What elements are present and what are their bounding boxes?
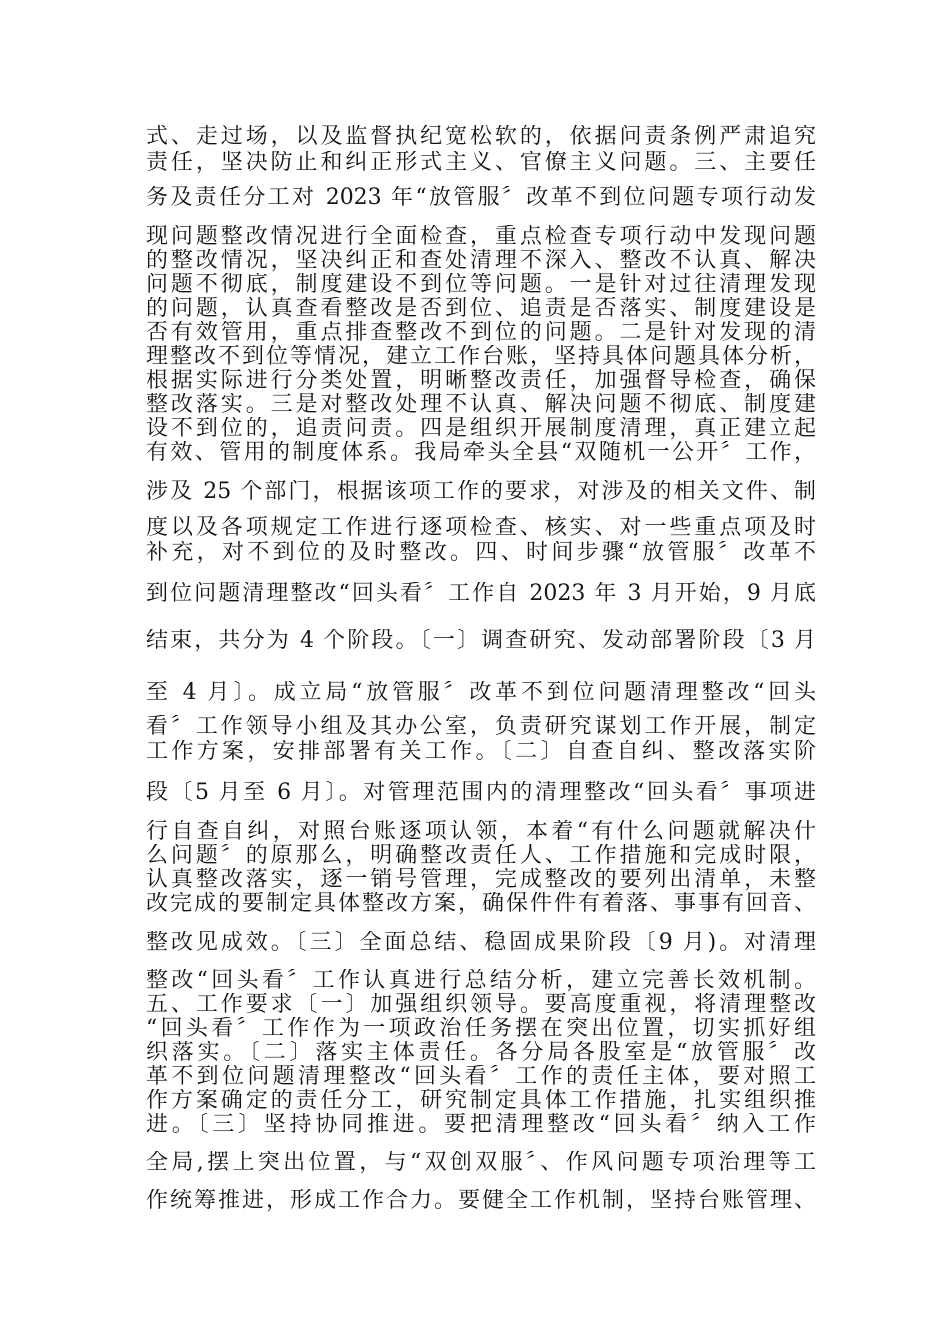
text-line: 整改见成效。〔三〕全面总结、稳固成果阶段〔9 月)。对清理 [146, 931, 816, 955]
text-line: 作统筹推进，形成工作合力。要健全工作机制，坚持台账管理、 [146, 1189, 816, 1213]
text-line: 整改落实。三是对整改处理不认真、解决问题不彻底、制度建 [146, 393, 816, 417]
text-line: 至 4 月〕。成立局“放管服〞改革不到位问题清理整改“回头 [146, 681, 816, 705]
text-line: 否有效管用，重点排查整改不到位的问题。二是针对发现的清 [146, 321, 816, 345]
text-line: 结束，共分为 4 个阶段。〔一〕调查研究、发动部署阶段〔3 月 [146, 629, 816, 653]
text-line: 织落实。〔二〕落实主体责任。各分局各股室是“放管服〞改 [146, 1041, 816, 1065]
text-line: 到位问题清理整改“回头看〞工作自 2023 年 3 月开始，9 月底 [146, 582, 816, 606]
text-line: 作方案确定的责任分工，研究制定具体工作措施，扎实组织推 [146, 1089, 816, 1113]
text-line: 式、走过场，以及监督执纪宽松软的，依据问责条例严肃追究 [146, 125, 816, 149]
text-line: 革不到位问题清理整改“回头看〞工作的责任主体，要对照工 [146, 1065, 816, 1089]
text-line: 根据实际进行分类处置，明晰整改责任，加强督导检查，确保 [146, 369, 816, 393]
text-line: 看〞工作领导小组及其办公室，负责研究谋划工作开展，制定 [146, 715, 816, 739]
text-line: 么问题〞的原那么，明确整改责任人、工作措施和完成时限， [146, 844, 816, 868]
text-line: 的问题，认真查看整改是否到位、追责是否落实、制度建设是 [146, 297, 816, 321]
text-line: 改完成的要制定具体整改方案，确保件件有着落、事事有回音、 [146, 892, 816, 916]
text-line: 度以及各项规定工作进行逐项检查、核实、对一些重点项及时 [146, 516, 816, 540]
text-line: 有效、管用的制度体系。我局牵头全县“双随机一公开〞工作， [146, 441, 816, 465]
text-line: 进。〔三〕坚持协同推进。要把清理整改“回头看〞纳入工作 [146, 1113, 816, 1137]
text-line: 整改“回头看〞工作认真进行总结分析，建立完善长效机制。 [146, 969, 816, 993]
text-line: 务及责任分工对 2023 年“放管服〞改革不到位问题专项行动发 [146, 186, 816, 210]
text-line: 全局,摆上突出位置，与“双创双服〞、作风问题专项治理等工 [146, 1151, 816, 1175]
text-line: 现问题整改情况进行全面检查，重点检查专项行动中发现问题 [146, 225, 816, 249]
text-line: 的整改情况，坚决纠正和查处清理不深入、整改不认真、解决 [146, 249, 816, 273]
text-line: 工作方案，安排部署有关工作。〔二〕自查自纠、整改落实阶 [146, 740, 816, 764]
text-line: 责任，坚决防止和纠正形式主义、官僚主义问题。三、主要任 [146, 151, 816, 175]
text-line: 问题不彻底，制度建设不到位等问题。一是针对过往清理发现 [146, 273, 816, 297]
text-line: 理整改不到位等情况，建立工作台账，坚持具体问题具体分析， [146, 345, 816, 369]
text-line: “回头看〞工作作为一项政治任务摆在突出位置，切实抓好组 [146, 1017, 816, 1041]
text-line: 补充，对不到位的及时整改。四、时间步骤“放管服〞改革不 [146, 541, 816, 565]
text-line: 涉及 25 个部门，根据该项工作的要求，对涉及的相关文件、制 [146, 480, 816, 504]
text-line: 设不到位的，追责问责。四是组织开展制度清理，真正建立起 [146, 417, 816, 441]
text-line: 行自查自纠，对照台账逐项认领，本着“有什么问题就解决什 [146, 820, 816, 844]
text-line: 认真整改落实，逐一销号管理，完成整改的要列出清单，未整 [146, 868, 816, 892]
text-line: 段〔5 月至 6 月〕。对管理范围内的清理整改“回头看〞事项进 [146, 781, 816, 805]
text-line: 五、工作要求〔一〕加强组织领导。要高度重视，将清理整改 [146, 993, 816, 1017]
